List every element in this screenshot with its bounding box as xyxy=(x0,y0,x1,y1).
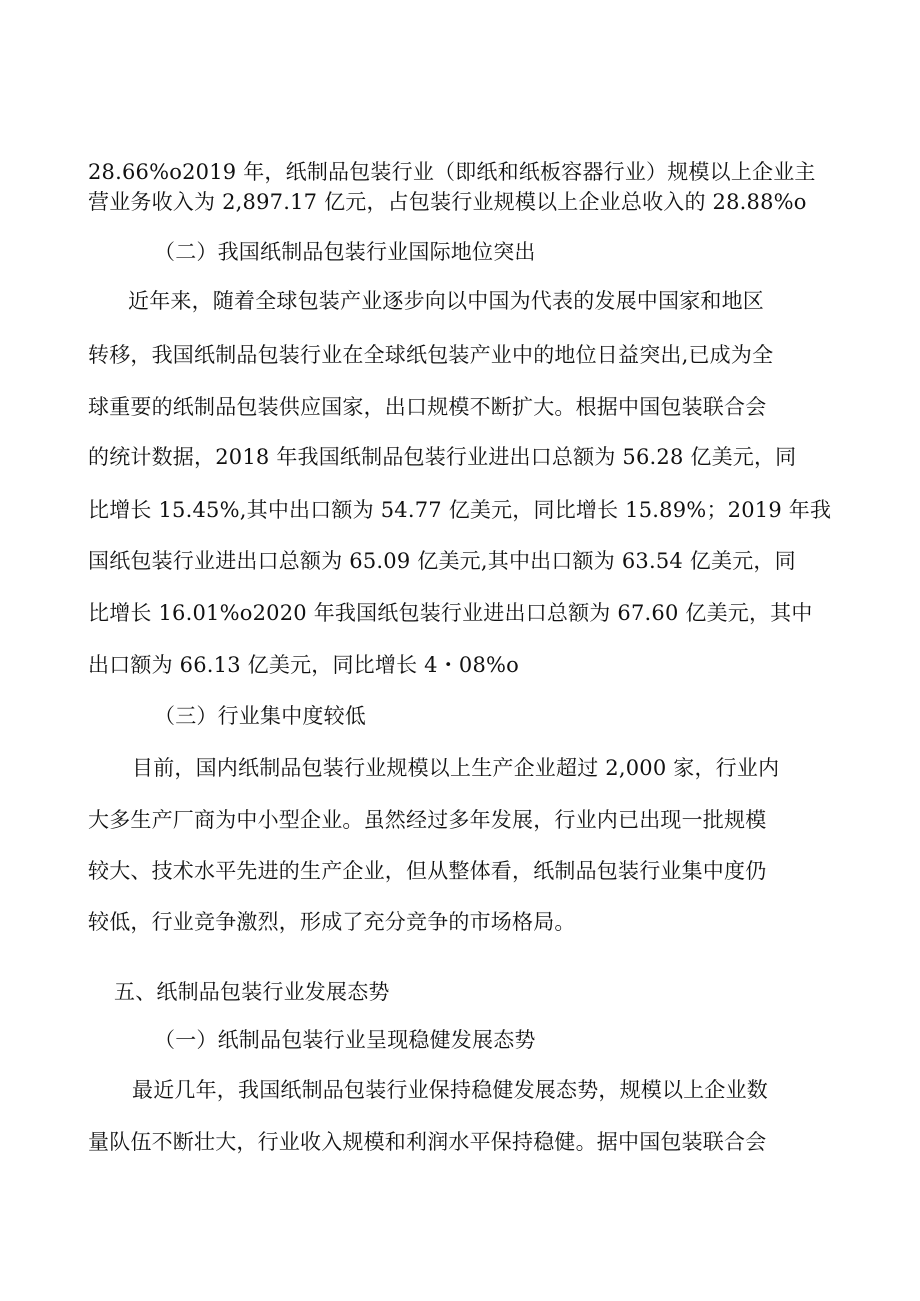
paragraph-first-line: 目前，国内纸制品包装行业规模以上生产企业超过 2,000 家，行业内 xyxy=(132,756,780,780)
body-text-line: 大多生产厂商为中小型企业。虽然经过多年发展，行业内已出现一批规模 xyxy=(88,808,767,832)
body-text-line: 较大、技术水平先进的生产企业，但从整体看，纸制品包装行业集中度仍 xyxy=(88,859,767,883)
body-text-line: 球重要的纸制品包装供应国家，出口规模不断扩大。根据中国包装联合会 xyxy=(88,395,767,419)
body-text-line: 国纸包装行业进出口总额为 65.09 亿美元,其中出口额为 63.54 亿美元，同 xyxy=(88,549,796,573)
paragraph-first-line: 近年来，随着全球包装产业逐步向以中国为代表的发展中国家和地区 xyxy=(128,289,764,313)
body-text-line: 出口额为 66.13 亿美元，同比增长 4・08%o xyxy=(88,653,520,677)
body-text-line: 的统计数据，2018 年我国纸制品包装行业进出口总额为 56.28 亿美元，同 xyxy=(88,445,797,469)
section-heading: （一）纸制品包装行业呈现稳健发展态势 xyxy=(154,1028,536,1052)
chapter-heading: 五、纸制品包装行业发展态势 xyxy=(114,980,390,1004)
body-text-line: 比增长 15.45%,其中出口额为 54.77 亿美元，同比增长 15.89%；2019 年我 xyxy=(88,498,832,522)
body-text-line: 转移，我国纸制品包装行业在全球纸包装产业中的地位日益突出,已成为全 xyxy=(88,343,774,367)
body-text-line: 较低，行业竞争激烈，形成了充分竞争的市场格局。 xyxy=(88,910,576,934)
section-heading: （二）我国纸制品包装行业国际地位突出 xyxy=(154,240,536,264)
body-text-line: 比增长 16.01%o2020 年我国纸包装行业进出口总额为 67.60 亿美元，其中 xyxy=(88,601,813,625)
paragraph-first-line: 最近几年，我国纸制品包装行业保持稳健发展态势，规模以上企业数 xyxy=(132,1078,768,1102)
body-text-line: 28.66%o2019 年，纸制品包装行业（即纸和纸板容器行业）规模以上企业主 xyxy=(88,160,816,184)
section-heading: （三）行业集中度较低 xyxy=(154,704,366,728)
body-text-line: 量队伍不断壮大，行业收入规模和利润水平保持稳健。据中国包装联合会 xyxy=(88,1130,767,1154)
body-text-line: 营业务收入为 2,897.17 亿元，占包装行业规模以上企业总收入的 28.88%o xyxy=(88,190,807,214)
